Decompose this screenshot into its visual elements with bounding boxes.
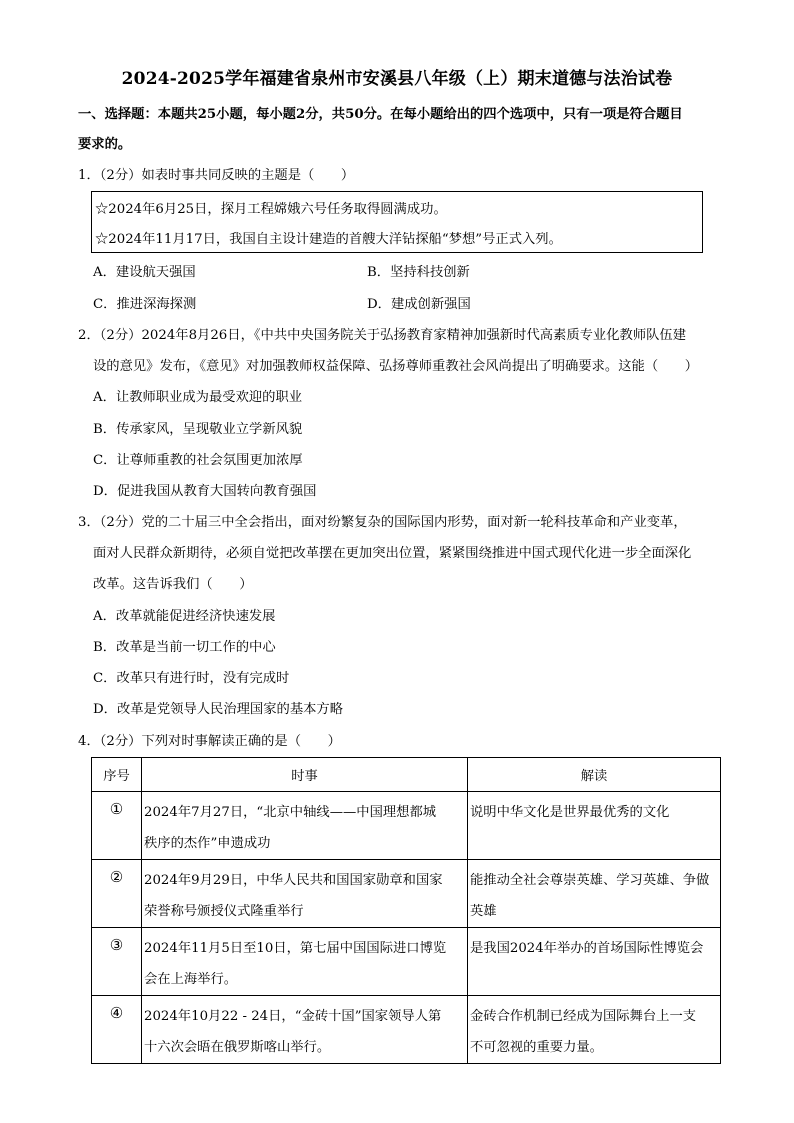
table-row [92,792,721,860]
q4-stem: 4．（2分）下列对时事解读正确的是（ ） [78,734,341,749]
q3-stem-line2: 面对人民群众新期待，必须自觉把改革摆在更加突出位置，紧紧围绕推进中国式现代化进一步全面深化 [93,546,692,561]
row-event [142,928,468,996]
row-event [142,860,468,928]
q2-option-d[interactable]: D．促进我国从教育大国转向教育强国 [93,484,317,499]
q1-box-line2: ☆2024年11月17日，我国自主设计建造的首艘大洋钻探船“梦想”号正式入列。 [95,232,562,247]
interpretation-line: 能推动全社会尊崇英雄、学习英雄、争做 [470,873,710,888]
row-interpretation [468,928,721,996]
table-row [92,860,721,928]
q1-stem: 1．（2分）如表时事共同反映的主题是（ ） [78,168,355,183]
row-number: ③ [92,928,142,996]
row-number: ② [92,860,142,928]
table-header-row [92,758,721,792]
table-row [92,996,721,1064]
event-line: 2024年7月27日，“北京中轴线——中国理想都城 [144,805,437,820]
q3-option-d[interactable]: D．改革是党领导人民治理国家的基本方略 [93,702,344,717]
q2-stem-line2: 设的意见》发布，《意见》对加强教师权益保障、弘扬尊师重教社会风尚提出了明确要求。这能（ ） [93,359,699,374]
event-line: 荣誉称号颁授仪式隆重举行 [144,904,304,919]
exam-title: 2024-2025学年福建省泉州市安溪县八年级（上）期末道德与法治试卷 [121,69,673,89]
header-interpretation: 解读 [468,758,721,792]
q3-stem-line3: 改革。这告诉我们（ ） [93,577,253,592]
row-number: ① [92,792,142,860]
event-line: 2024年11月5日至10日，第七届中国国际进口博览 [144,941,447,956]
event-line: 2024年10月22 - 24日，“金砖十国”国家领导人第 [144,1009,442,1024]
row-interpretation [468,792,721,860]
row-number: ④ [92,996,142,1064]
q3-stem-line1: 3．（2分）党的二十届三中全会指出，面对纷繁复杂的国际国内形势，面对新一轮科技革命和产业变革， [78,515,687,530]
q1-option-a[interactable]: A．建设航天强国 [93,265,196,280]
header-index: 序号 [92,758,142,792]
q2-option-b[interactable]: B．传承家风，呈现敬业立学新风貌 [93,422,303,437]
q1-option-b[interactable]: B．坚持科技创新 [367,265,470,280]
interpretation-line [470,828,718,859]
q2-option-c[interactable]: C．让尊师重教的社会氛围更加浓厚 [93,453,303,468]
event-line: 秩序的杰作”申遗成功 [144,836,271,851]
section-instruction-line2: 要求的。 [78,137,132,152]
interpretation-line: 不可忽视的重要力量。 [470,1040,603,1055]
row-event [142,792,468,860]
q2-option-a[interactable]: A．让教师职业成为最受欢迎的职业 [93,390,303,405]
row-interpretation [468,860,721,928]
event-line: 十六次会晤在俄罗斯喀山举行。 [144,1040,331,1055]
interpretation-line: 是我国2024年举办的首场国际性博览会 [470,941,704,956]
interpretation-line: 英雄 [470,904,497,919]
table-row [92,928,721,996]
row-interpretation [468,996,721,1064]
q2-stem-line1: 2．（2分）2024年8月26日，《中共中央国务院关于弘扬教育家精神加强新时代高素质专业化教师队伍建 [78,328,687,343]
section-instruction-line1: 一、选择题：本题共25小题，每小题2分，共50分。在每小题给出的四个选项中，只有一项是符合题目 [78,107,683,122]
row-event [142,996,468,1064]
event-line: 会在上海举行。 [144,972,238,987]
q3-option-b[interactable]: B．改革是当前一切工作的中心 [93,640,276,655]
q1-option-d[interactable]: D．建成创新强国 [367,297,471,312]
q4-news-table [91,757,721,1064]
q3-option-c[interactable]: C．改革只有进行时，没有完成时 [93,671,290,686]
q3-option-a[interactable]: A．改革就能促进经济快速发展 [93,609,276,624]
interpretation-line [470,964,718,995]
event-line: 2024年9月29日，中华人民共和国国家勋章和国家 [144,873,443,888]
interpretation-line: 说明中华文化是世界最优秀的文化 [470,805,670,820]
q1-option-c[interactable]: C．推进深海探测 [93,297,197,312]
q1-box-line1: ☆2024年6月25日，探月工程嫦娥六号任务取得圆满成功。 [95,202,447,217]
header-event: 时事 [142,758,468,792]
interpretation-line: 金砖合作机制已经成为国际舞台上一支 [470,1009,697,1024]
